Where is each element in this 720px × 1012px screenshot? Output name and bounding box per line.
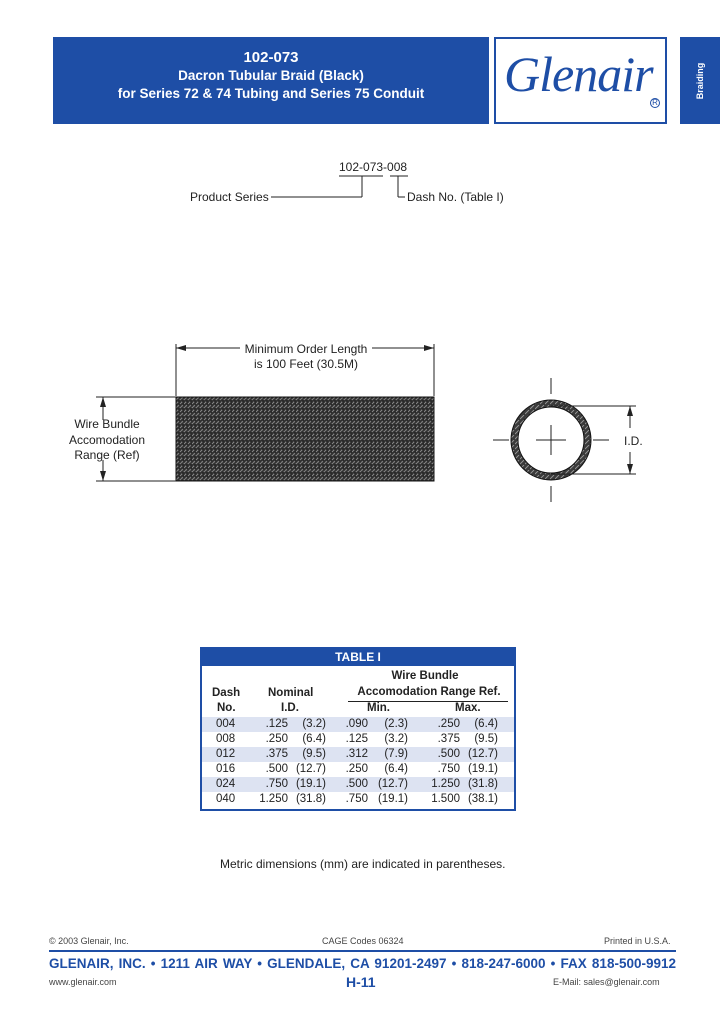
cell-id-mm: (19.1) [295,778,326,790]
header-nominal-2: I.D. [281,702,299,714]
cell-max-in: 1.250 [431,778,460,790]
wire-bundle-label-1: Wire Bundle [74,417,140,431]
dash-number-label: Dash No. (Table I) [407,190,504,204]
cell-max-in: .750 [437,763,460,775]
page-number: H-11 [346,974,376,990]
registered-mark: R [650,98,660,108]
cell-min-mm: (2.3) [384,718,408,730]
cell-max-in: 1.500 [431,793,460,805]
cell-dash: 012 [216,748,236,760]
website-link[interactable]: www.glenair.com [49,977,117,987]
header-range-2: Accomodation Range Ref. [357,686,501,698]
cell-min-mm: (19.1) [377,793,408,805]
printed-in: Printed in U.S.A. [604,936,671,946]
cell-id-mm: (9.5) [302,748,326,760]
cell-max-in: .500 [437,748,460,760]
cell-dash: 024 [216,778,236,790]
table-row [202,747,514,762]
cell-dash: 040 [216,793,236,805]
id-label: I.D. [624,434,643,448]
cell-id-in: .500 [265,763,288,775]
cell-min-in: .500 [345,778,368,790]
cell-id-in: 1.250 [259,793,288,805]
header-min: Min. [367,702,390,714]
cell-dash: 008 [216,733,236,745]
company-address: GLENAIR, INC. • 1211 AIR WAY • GLENDALE, CA 91201-2497 • 818-247-6000 • FAX 818-500-9912 [49,956,676,971]
cell-dash: 004 [216,718,236,730]
header-dash-2: No. [217,702,236,714]
cell-max-mm: (31.8) [467,778,498,790]
cell-min-mm: (6.4) [384,763,408,775]
min-order-length-label-1: Minimum Order Length [244,342,368,356]
wire-bundle-label-3: Range (Ref) [74,448,140,462]
header-dash-1: Dash [212,687,241,699]
footer-rule [49,950,676,952]
cell-min-mm: (12.7) [377,778,408,790]
cell-min-in: .250 [345,763,368,775]
product-series-label: Product Series [190,190,269,204]
cell-id-in: .750 [265,778,288,790]
cell-max-mm: (6.4) [474,718,498,730]
wire-bundle-label-2: Accomodation [68,433,146,447]
metric-note: Metric dimensions (mm) are indicated in parentheses. [220,857,506,871]
cell-id-in: .250 [265,733,288,745]
cell-max-mm: (38.1) [467,793,498,805]
header-max: Max. [455,702,481,714]
table-row [202,717,514,732]
header-nominal-1: Nominal [268,687,314,699]
cell-min-in: .090 [345,718,368,730]
cell-max-in: .375 [437,733,460,745]
braid-side-view [0,330,460,500]
header-range-1: Wire Bundle [391,670,459,682]
section-tab-label: Braiding [695,62,705,99]
example-part-number: 102-073-008 [339,160,408,174]
cell-id-mm: (6.4) [302,733,326,745]
cell-min-mm: (7.9) [384,748,408,760]
cell-id-mm: (3.2) [302,718,326,730]
cell-min-in: .312 [345,748,368,760]
title-line-1: Dacron Tubular Braid (Black) [178,68,364,83]
cell-max-in: .250 [437,718,460,730]
title-line-2: for Series 72 & 74 Tubing and Series 75 Conduit [117,86,425,101]
copyright: © 2003 Glenair, Inc. [49,936,129,946]
cell-id-in: .125 [265,718,288,730]
cell-max-mm: (9.5) [474,733,498,745]
cell-max-mm: (12.7) [467,748,498,760]
cage-codes: CAGE Codes 06324 [322,936,404,946]
cell-id-mm: (31.8) [295,793,326,805]
table-row [202,762,514,777]
logo-text: Glenair [504,46,653,102]
table-i [200,647,516,811]
cell-id-mm: (12.7) [295,763,326,775]
email-link[interactable]: E-Mail: sales@glenair.com [553,977,660,987]
cell-min-mm: (3.2) [384,733,408,745]
part-number-callout-lines [0,0,720,260]
table-row [202,792,514,807]
cell-min-in: .750 [345,793,368,805]
cell-dash: 016 [216,763,236,775]
part-number-title: 102-073 [243,49,299,66]
min-order-length-label-2: is 100 Feet (30.5M) [253,357,359,371]
table-row [202,732,514,747]
cell-max-mm: (19.1) [467,763,498,775]
table-title: TABLE I [202,649,514,666]
cell-min-in: .125 [345,733,368,745]
table-row [202,777,514,792]
cell-id-in: .375 [265,748,288,760]
